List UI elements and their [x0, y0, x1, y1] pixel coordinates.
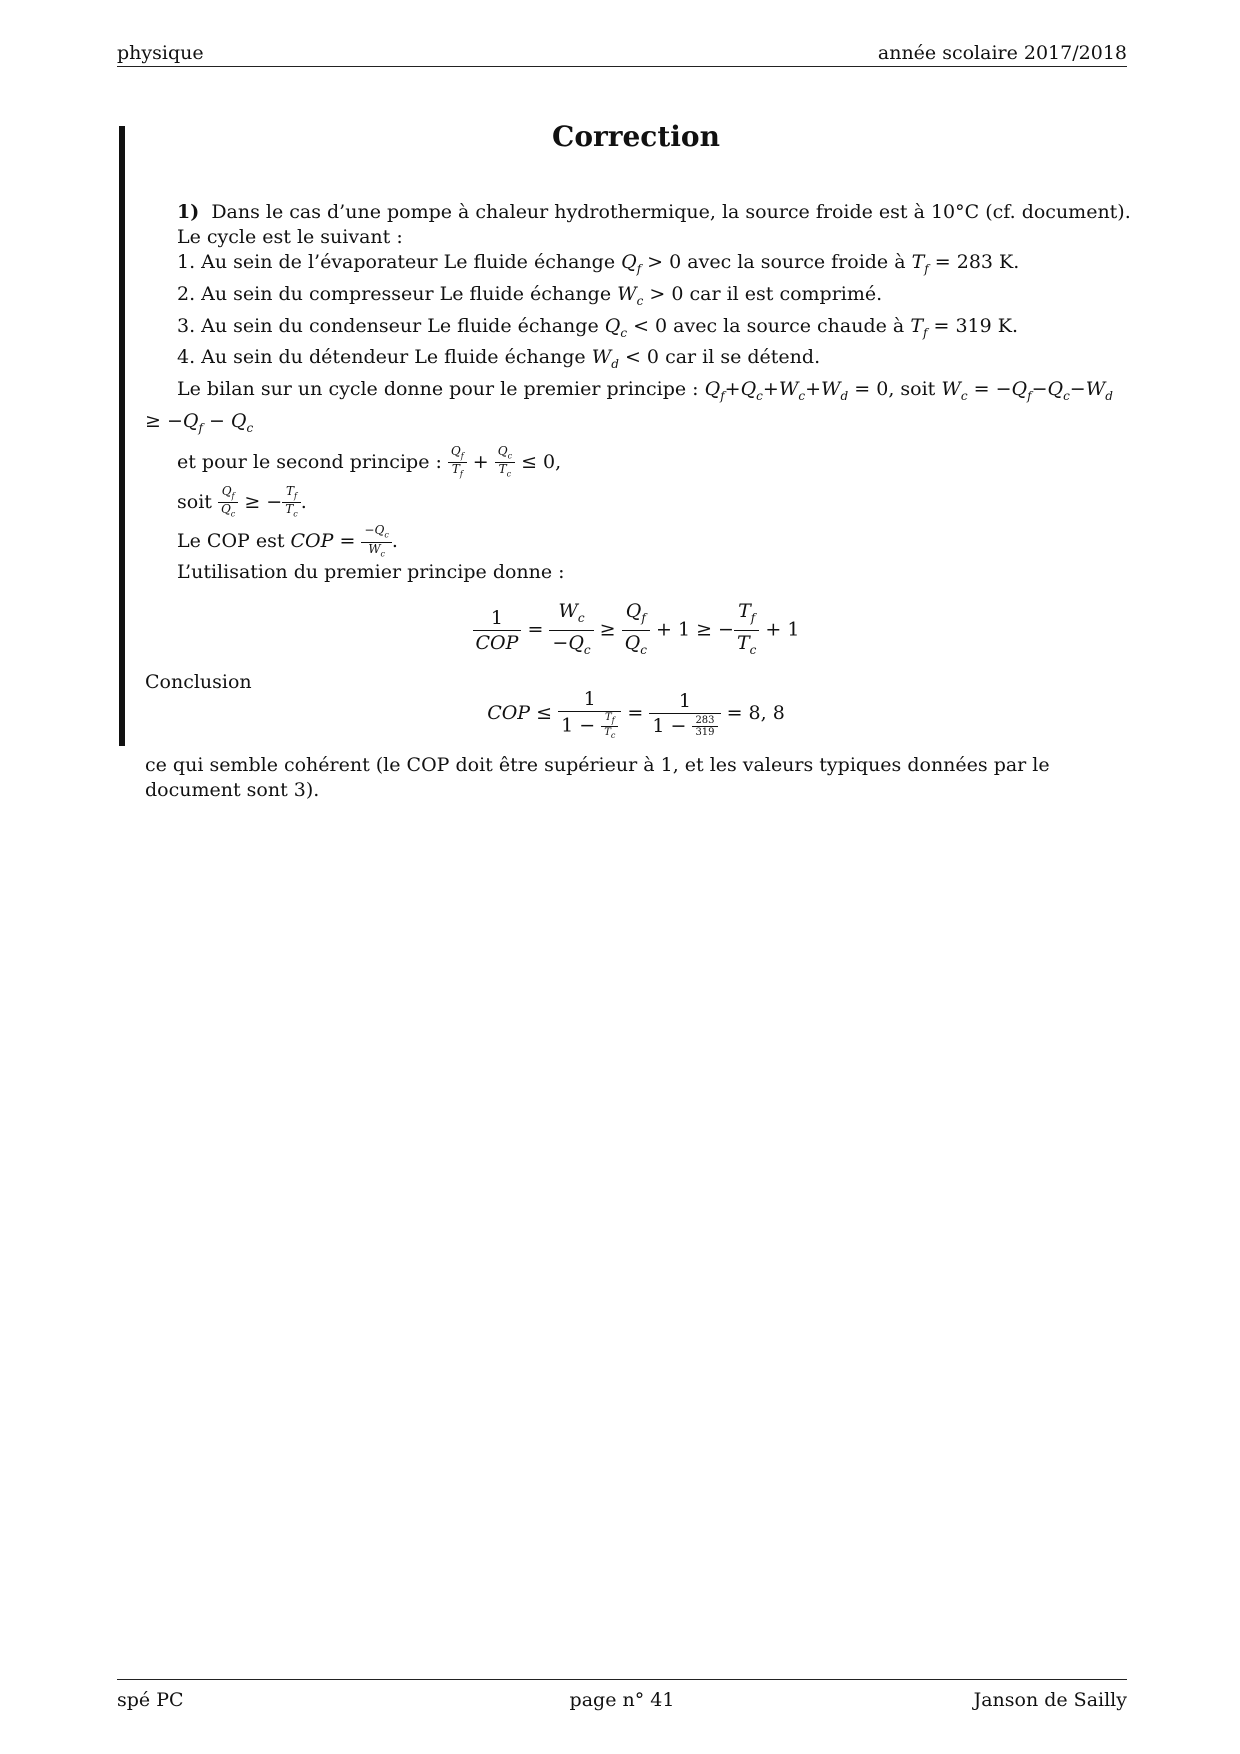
cycle-intro: Le cycle est le suivant : — [177, 226, 403, 248]
intro-line: 1) Dans le cas d’une pompe à chaleur hydrothermique, la source froide est à 10°C (cf. document). — [177, 201, 1131, 223]
cycle-step-4: 4. Au sein du détendeur Le fluide échange $W_d < 0$ car il se détend. — [177, 346, 821, 372]
conclusion-label: Conclusion — [145, 670, 252, 693]
page-header — [117, 40, 1127, 67]
first-law-balance: Le bilan sur un cycle donne pour le premier principe : $Q_f+Q_c+W_c+W_d = 0$, soit $W_c = -Q_f-Q_c-W_d \ge -Q_f - Q_c$ — [145, 378, 1113, 435]
correction-body — [145, 200, 1131, 803]
header-subject: physique — [117, 42, 204, 64]
cop-result: COP ≤ 1 1 − $\frac{T_f}{T_c}$ = 1 1 − $\frac{283}{319}$ = 8, 8 — [487, 687, 785, 740]
final-remark: ce qui semble cohérent (le COP doit être supérieur à 1, et les valeurs typiques données par le document sont 3). — [145, 753, 1050, 801]
cycle-step-1: 1. Au sein de l’évaporateur Le fluide échange $Q_f > 0$ avec la source froide à $T_f = 283$ K. — [177, 251, 1020, 276]
cop-inequality: $\frac{1}{\text{COP}}$ = $\frac{W_c}{-Q_c}$ ≥ $\frac{Q_f}{Q_c}$ + 1 ≥ − $\frac{T_f}{T_c}$ + 1 — [145, 599, 1127, 662]
cop-definition: Le COP est COP = $\frac{-Q_c}{W_c}$ . — [177, 523, 398, 559]
page-footer — [117, 1679, 1127, 1720]
cycle-step-3: 3. Au sein du condenseur Le fluide échange $Q_c < 0$ avec la source chaude à $T_f = 319$ K. — [177, 314, 1018, 340]
first-law-use: L’utilisation du premier principe donne : — [177, 561, 565, 584]
footer-class: spé PC — [117, 1689, 184, 1711]
header-year: année scolaire 2017/2018 — [877, 42, 1127, 64]
ratio-line: soit $\frac{Q_f}{Q_c}$ ≥ − $\frac{T_f}{T_c}$ . — [177, 483, 307, 519]
footer-page-number: page n° 41 — [569, 1689, 675, 1711]
footer-school: Janson de Sailly — [973, 1689, 1127, 1711]
page-title: Correction — [552, 120, 720, 153]
question-number: 1) — [177, 201, 200, 223]
second-law-line: et pour le second principe : $\frac{Q_f}{T_f}$ + $\frac{Q_c}{T_c}$ ≤ 0, — [177, 443, 562, 479]
cycle-step-2: 2. Au sein du compresseur Le fluide échange $W_c > 0$ car il est comprimé. — [177, 282, 883, 308]
